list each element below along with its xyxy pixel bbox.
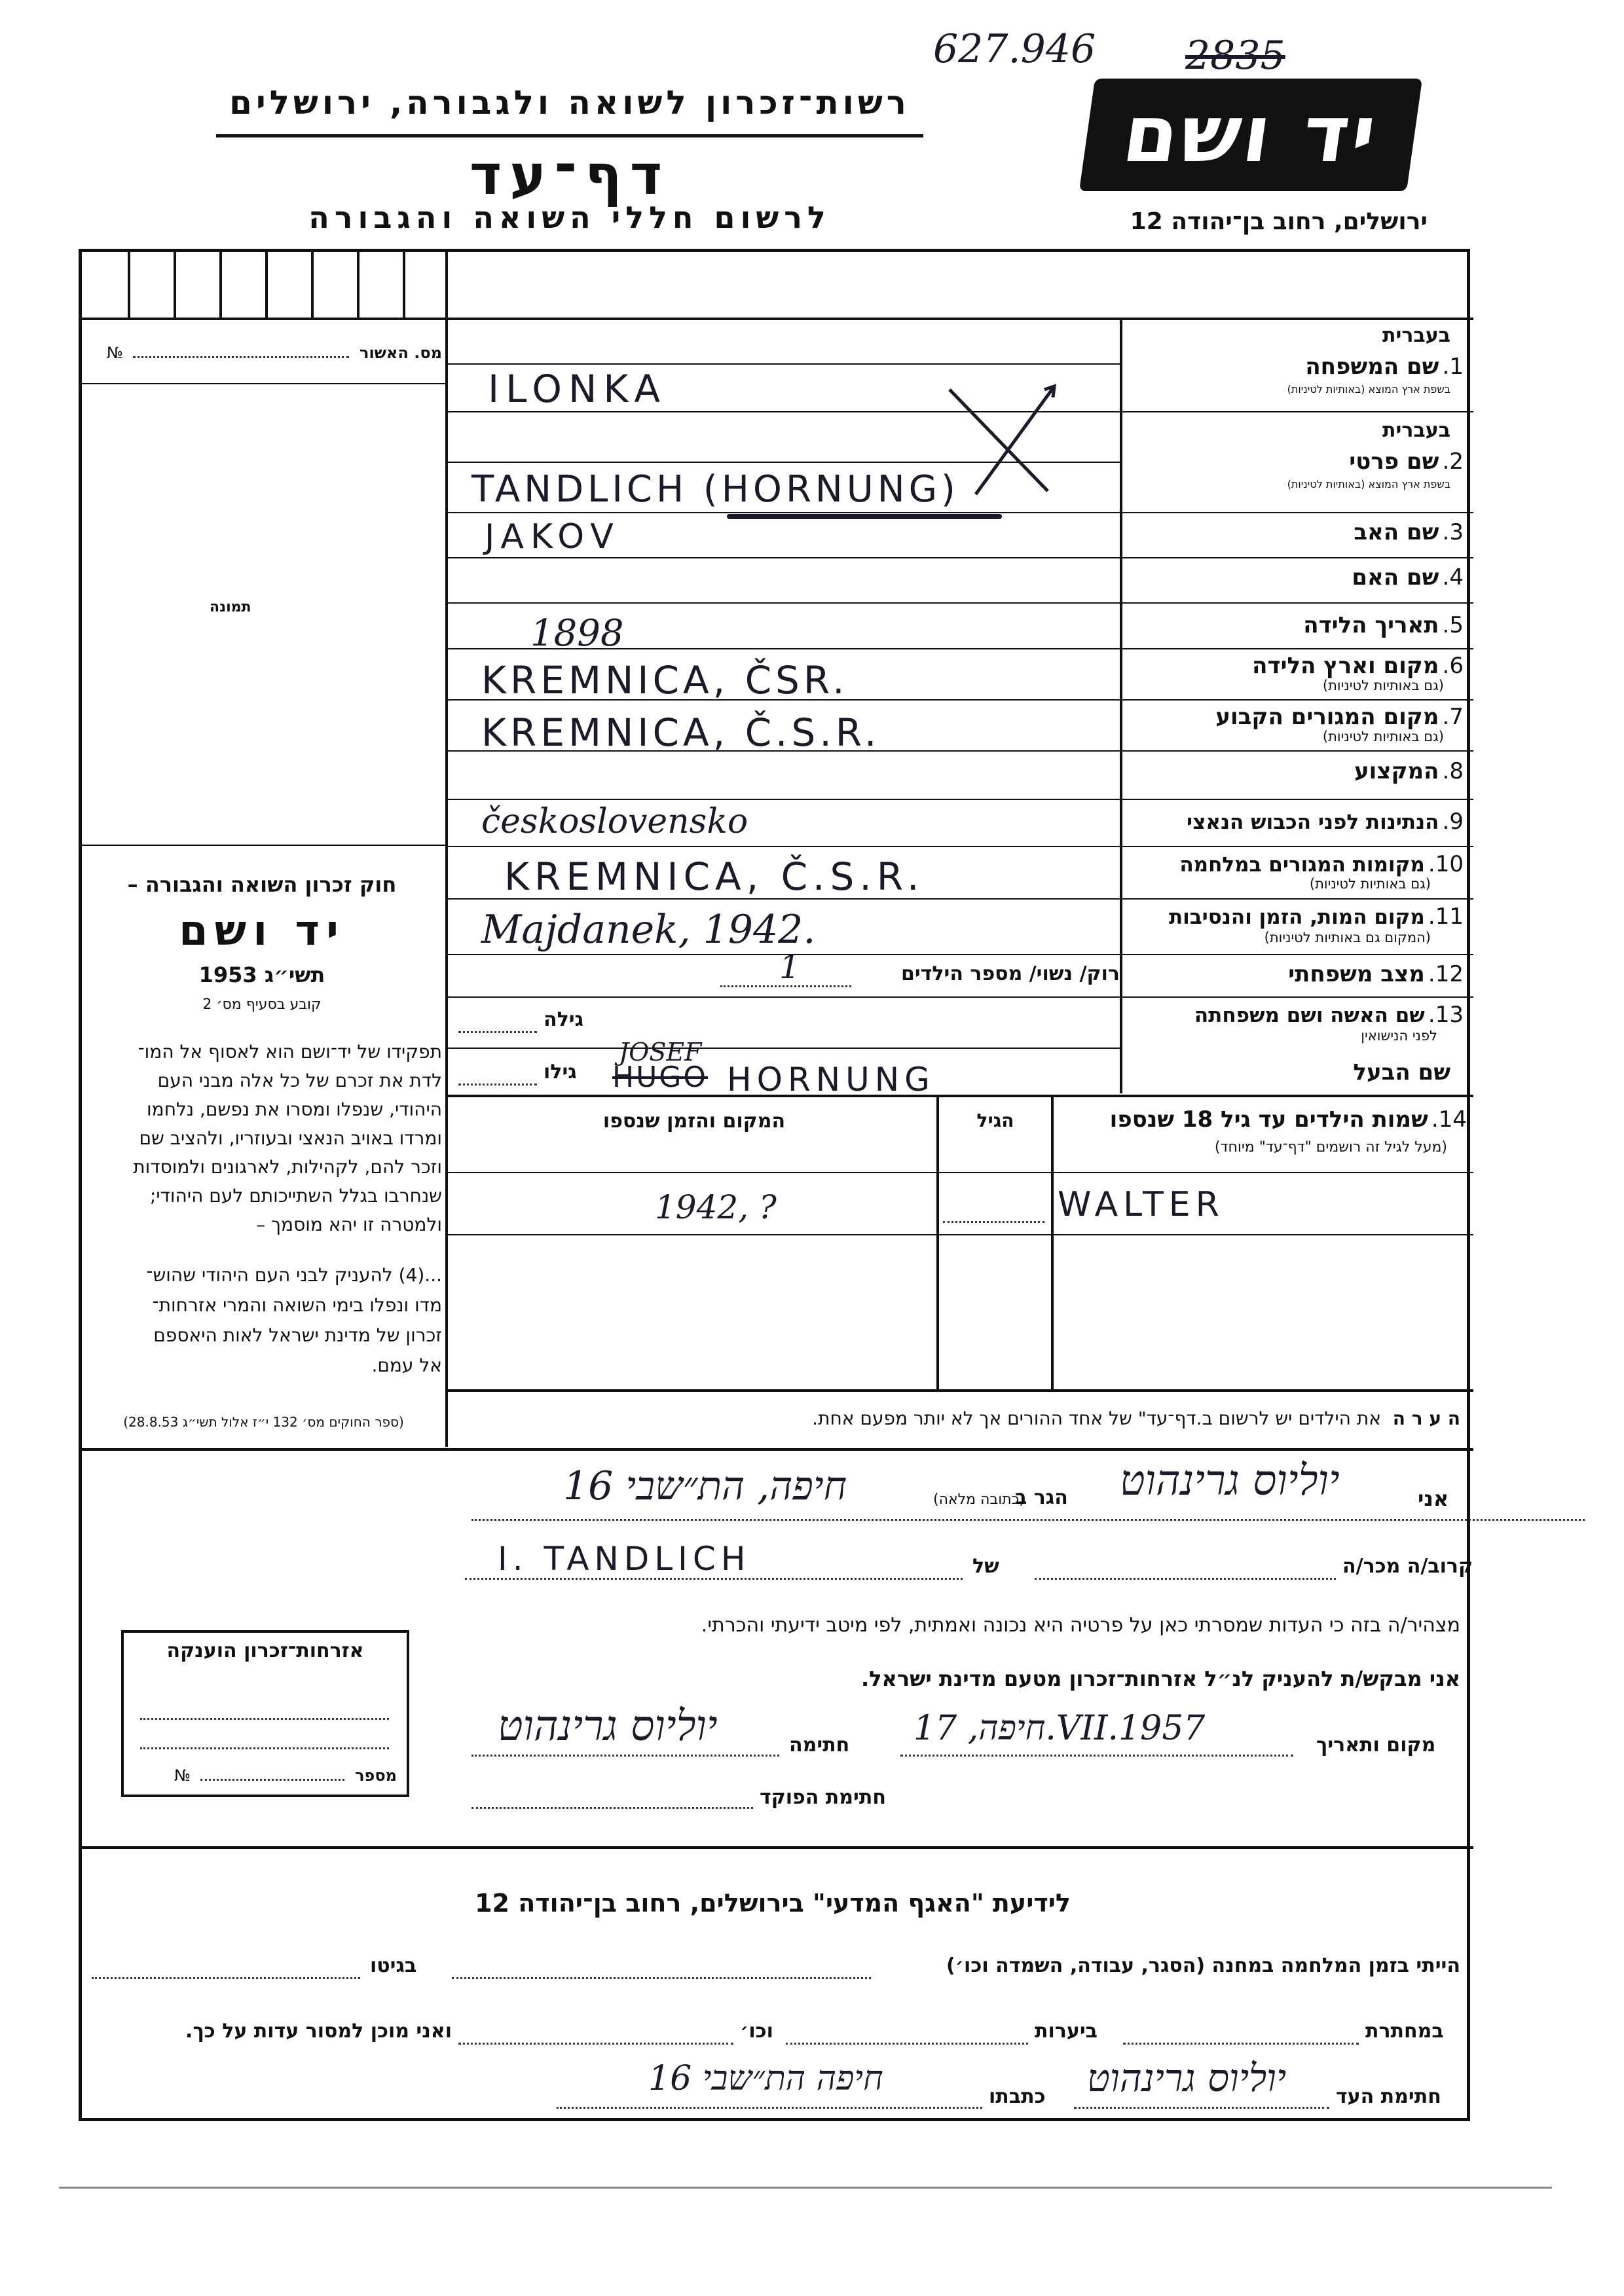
value-death-place: Majdanek, 1942. bbox=[481, 907, 816, 953]
of-label: של bbox=[972, 1555, 999, 1578]
children-table-bottom bbox=[445, 1389, 1473, 1392]
witness-address-line bbox=[471, 1519, 1585, 1521]
bottom-address-label: כתבתו bbox=[989, 2085, 1046, 2108]
child-name: WALTER bbox=[1058, 1185, 1225, 1224]
relation-of-line bbox=[465, 1578, 963, 1580]
wife-age-line bbox=[458, 1031, 537, 1033]
testify-statement: ואני מוכן למסור עדות על כך. bbox=[185, 2020, 452, 2043]
field-4-label: 4. שם האם bbox=[1352, 564, 1464, 591]
field-7-sub: (גם באותיות לטיניות) bbox=[1322, 729, 1444, 744]
bottom-signature-label: חתימת העד bbox=[1336, 2085, 1441, 2108]
left-column-divider bbox=[445, 249, 448, 1447]
value-birth-date: 1898 bbox=[530, 612, 624, 655]
row-line-4 bbox=[445, 602, 1473, 604]
ghetto-line bbox=[92, 1977, 360, 1979]
law-title: חוק זכרון השואה והגבורה – bbox=[127, 872, 397, 897]
relation-of: I. TANDLICH bbox=[498, 1540, 751, 1578]
row-line-1 bbox=[1120, 411, 1473, 412]
relation-line bbox=[1035, 1578, 1336, 1580]
logo-text: יד ושם bbox=[1117, 89, 1384, 180]
children-col-line-1 bbox=[936, 1095, 939, 1389]
mid-line-a bbox=[445, 363, 1120, 365]
photo-box-bottom bbox=[82, 845, 445, 846]
field-11-sub: (המקום גם באותיות לטיניות) bbox=[1264, 930, 1431, 945]
address: ירושלים, רחוב בן־יהודה 12 bbox=[1130, 208, 1428, 235]
children-place-header: המקום והזמן שנספו bbox=[602, 1110, 786, 1133]
child-death-place: 1942, ? bbox=[655, 1188, 777, 1226]
witness-i-label: אני bbox=[1418, 1486, 1449, 1511]
row-line-8 bbox=[445, 799, 1473, 800]
photo-label: תמונה bbox=[210, 599, 251, 615]
children-age-dotted bbox=[936, 1182, 1051, 1228]
value-father-name: JAKOV bbox=[485, 517, 620, 556]
citizenship-request: אני מבקש/ת להעניק לנ״ל אזרחות־זכרון מטעם מדינת ישראל. bbox=[861, 1666, 1460, 1691]
field-2-label: 2. שם פרטי bbox=[1349, 448, 1464, 475]
mid-line-d bbox=[445, 512, 1120, 513]
row-line-11 bbox=[445, 954, 1473, 955]
field-10-label: 10. מקומות המגורים במלחמה bbox=[1179, 851, 1464, 877]
witness-name: יוליוס גרינהוט bbox=[1120, 1457, 1340, 1505]
etc-label: וכו׳ bbox=[740, 2020, 773, 2043]
underground-label: במחתרת bbox=[1365, 2020, 1444, 2043]
value-nationality: československo bbox=[481, 802, 748, 841]
forests-label: ביערות bbox=[1035, 2020, 1098, 2043]
children-note: ה ע ר ה את הילדים יש לרשום ב.דף־עד" של אחד ההורים אך לא יותר מפעם אחת. bbox=[812, 1408, 1460, 1429]
row-line-3 bbox=[445, 557, 1473, 558]
law-section: קובע בסעיף מס׳ 2 bbox=[202, 996, 322, 1013]
struck-number: 2835 bbox=[1185, 33, 1285, 79]
field-11-label: 11. מקום המות, הזמן והנסיבות bbox=[1168, 903, 1464, 930]
husband-first-name: JOSEF bbox=[619, 1038, 702, 1066]
row-line-9 bbox=[445, 846, 1473, 847]
field-5-label: 5. תאריך הלידה bbox=[1303, 612, 1464, 638]
header-rule bbox=[216, 134, 923, 137]
children-col-line-2 bbox=[1051, 1095, 1054, 1389]
name-underline bbox=[727, 514, 1002, 519]
wife-age-label: גילה bbox=[544, 1008, 583, 1031]
archive-number: 627.946 bbox=[933, 26, 1096, 72]
label-column-divider bbox=[1120, 318, 1122, 1093]
bottom-address: חיפה הת״שבי 16 bbox=[648, 2059, 883, 2098]
mid-line-e bbox=[445, 996, 1120, 998]
law-year: תשי״ג 1953 bbox=[198, 962, 325, 987]
children-age-header: הגיל bbox=[976, 1110, 1014, 1131]
field-2-sub: בשפת ארץ המוצא (באותיות לטיניות) bbox=[1287, 478, 1450, 490]
husband-struck-name: HUGO bbox=[612, 1061, 709, 1094]
value-family-name: ILONKA bbox=[488, 367, 667, 411]
husband-age-label: גילו bbox=[544, 1061, 577, 1084]
witness-resides-label: הגר ב bbox=[1015, 1486, 1068, 1509]
place-date-label: מקום ותאריך bbox=[1316, 1734, 1436, 1757]
field-13-label: 13. שם האשה ושם משפחתה bbox=[1194, 1002, 1464, 1028]
field-6-sub: (גם באותיות לטיניות) bbox=[1322, 678, 1444, 693]
field-1-hebrew-label: בעברית bbox=[1382, 324, 1450, 347]
citizenship-box bbox=[121, 1630, 409, 1797]
children-title: 14. שמות הילדים עד גיל 18 שנספו bbox=[1109, 1106, 1467, 1133]
camp-line-label: הייתי בזמן המלחמה במחנה (הסגר, עבודה, השמדה וכו׳) bbox=[946, 1954, 1460, 1977]
law-text-2: ...(4) להעניק לבני העם היהודי שהוש־ מדו ונפלו בימי השואה והמרי אזרחות־ זכרון של מדינת ישראל לאות היאספם אל עמם. bbox=[146, 1264, 442, 1376]
law-reference: (ספר החוקים מס׳ 132 י״ז אלול תשי״ג 28.8.53) bbox=[123, 1414, 404, 1430]
declaration: מצהיר/ה בזה כי העדות שמסרתי כאן על פרטיה היא נכונה ואמתית, לפי מיטב ידיעתי והכרתי. bbox=[701, 1614, 1460, 1637]
field-10-sub: (גם באותיות לטיניות) bbox=[1309, 876, 1431, 892]
form-purpose: לרשום חללי השואה והגבורה bbox=[308, 200, 831, 235]
slot-boxes bbox=[82, 252, 445, 318]
row-line-13 bbox=[445, 1095, 1473, 1097]
row-line-12 bbox=[1120, 996, 1473, 998]
row-line-2 bbox=[1120, 512, 1473, 513]
witness-signature: יוליוס גרינהוט bbox=[498, 1702, 718, 1751]
authority-name: רשות־זכרון לשואה ולגבורה, ירושלים bbox=[229, 84, 910, 122]
bottom-signature: יוליוס גרינהוט bbox=[1087, 2056, 1287, 2100]
field-9-label: 9. הנתינות לפני הכבוש הנאצי bbox=[1187, 809, 1464, 835]
field-12-label: 12. מצב משפחתי bbox=[1288, 961, 1464, 987]
underground-line bbox=[1123, 2043, 1359, 2045]
photo-box-top bbox=[82, 383, 445, 384]
field-1-label: 1. שם המשפחה bbox=[1305, 354, 1464, 380]
ghetto-label: בגיטו bbox=[370, 1954, 417, 1977]
field-13-sub: לפני הנישואין bbox=[1361, 1028, 1437, 1044]
law-text-1: תפקידו של יד־ושם הוא לאסוף אל המו־ לדת את זכרם של כל אלה מבני העם היהודי, שנפלו ומסרו את נפשם, נלחמו ומרדו באויב הנאצי ובעוזריו, ולהציב שם וזכר להם, לקהילות, לארגונים ולמוסדות שנחרבו בגלל השתייכותם לעם היהודי; ולמטרה זו יהא מוסמך – bbox=[133, 1041, 442, 1235]
cert-number-row: מס. האשור № bbox=[106, 344, 442, 362]
children-row-line bbox=[445, 1234, 1473, 1235]
officer-signature-line bbox=[471, 1807, 753, 1809]
husband-surname: HORNUNG bbox=[727, 1061, 935, 1099]
bottom-signature-line bbox=[1074, 2107, 1329, 2109]
officer-signature-label: חתימת הפוקד bbox=[760, 1786, 886, 1809]
forests-line bbox=[786, 2043, 1028, 2045]
bottom-title: לידיעת "האגף המדעי" בירושלים, רחוב בן־יהודה 12 bbox=[475, 1889, 1071, 1918]
children-header-line bbox=[445, 1172, 1473, 1173]
husband-age-line bbox=[458, 1084, 537, 1085]
etc-line bbox=[458, 2043, 733, 2045]
mid-line-f bbox=[445, 1048, 1120, 1049]
value-birth-place: KREMNICA, ČSR. bbox=[481, 658, 849, 702]
field-7-label: 7. מקום המגורים הקבוע bbox=[1215, 704, 1464, 730]
children-subtitle: (מעל לגיל זה רושמים "דף־עד" מיוחד) bbox=[1214, 1139, 1447, 1156]
bottom-section-divider bbox=[79, 1846, 1473, 1849]
form-title: דף־עד bbox=[469, 143, 671, 207]
address-hint: (כתובה מלאה) bbox=[933, 1491, 1025, 1508]
field-2-hebrew-label: בעברית bbox=[1382, 419, 1450, 442]
place-date: חיפה, 17.VII.1957 bbox=[913, 1709, 1206, 1748]
camp-line bbox=[452, 1977, 871, 1979]
field-6-label: 6. מקום וארץ הלידה bbox=[1252, 653, 1464, 679]
citizenship-box-title: אזרחות־זכרון הוענקה bbox=[166, 1639, 364, 1662]
relation-label: קרוב/ה מכר/ה bbox=[1342, 1555, 1473, 1578]
place-date-line bbox=[900, 1755, 1293, 1757]
family-status-options: רוק/ נשוי/ מספר הילדים bbox=[900, 962, 1120, 985]
field-3-label: 3. שם האב bbox=[1354, 519, 1464, 545]
witness-address: חיפה, הת״שבי 16 bbox=[563, 1463, 847, 1509]
bottom-address-line bbox=[557, 2107, 982, 2109]
children-count: 1 bbox=[779, 948, 800, 986]
top-divider bbox=[79, 318, 1473, 320]
cross-arrows bbox=[936, 376, 1067, 507]
yad-vashem-logo bbox=[1079, 79, 1422, 191]
signature-line bbox=[471, 1755, 779, 1757]
note-bottom-line bbox=[79, 1448, 1473, 1451]
law-name: יד ושם bbox=[179, 907, 345, 955]
value-residence: KREMNICA, Č.S.R. bbox=[481, 710, 881, 755]
field-1-sub: בשפת ארץ המוצא (באותיות לטיניות) bbox=[1287, 383, 1450, 395]
scan-edge bbox=[59, 2187, 1552, 2189]
value-wartime-residence: KREMNICA, Č.S.R. bbox=[504, 854, 925, 899]
value-first-name: TANDLICH (HORNUNG) bbox=[471, 468, 959, 511]
husband-label: שם הבעל bbox=[1353, 1059, 1450, 1085]
signature-label: חתימה bbox=[789, 1734, 850, 1757]
citizenship-number: מספר № bbox=[174, 1766, 397, 1785]
field-8-label: 8. המקצוע bbox=[1354, 758, 1464, 784]
